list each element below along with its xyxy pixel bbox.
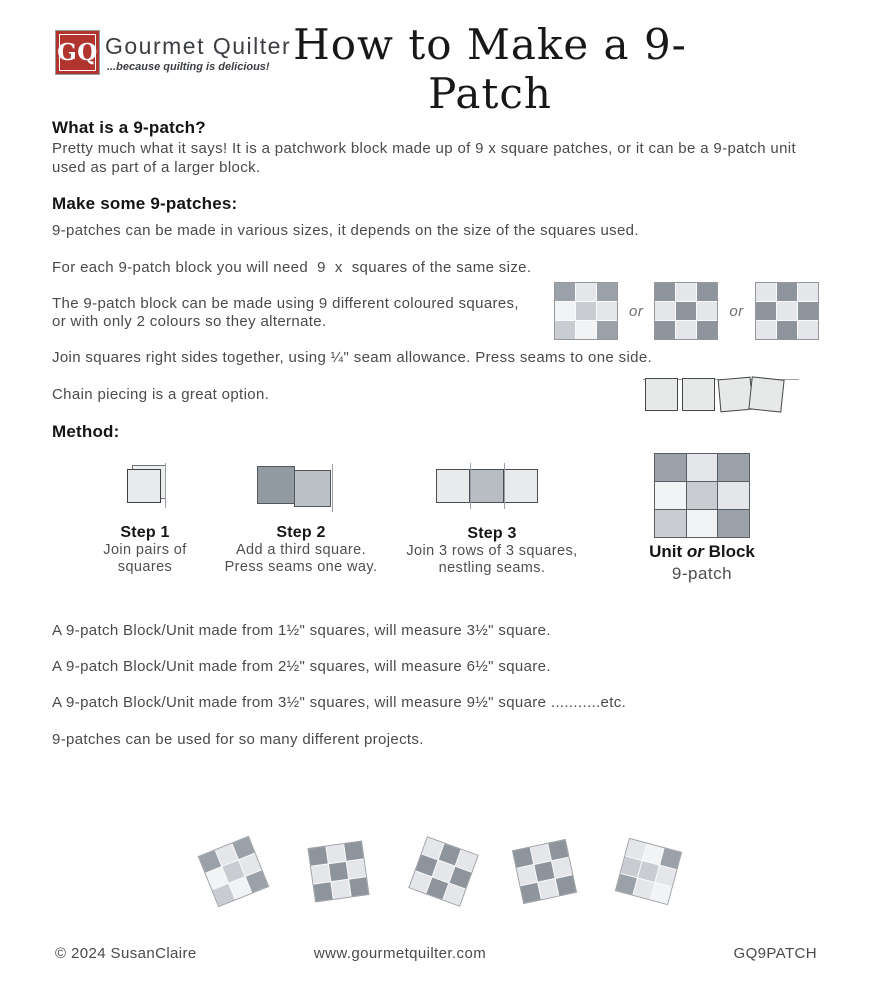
brand-logo	[55, 30, 100, 75]
patch-cell	[756, 283, 776, 301]
chain-square	[682, 378, 715, 411]
heading-method: Method:	[52, 422, 120, 441]
step2-line1: Add a third square.	[235, 542, 367, 558]
patch-cell	[777, 283, 797, 301]
step1-front-square	[127, 469, 161, 503]
example-blocks-row	[554, 282, 819, 340]
step3-label	[383, 525, 601, 577]
footer-website: www.gourmetquilter.com	[313, 945, 487, 962]
patch-cell	[651, 883, 672, 904]
decorative-nine-patch	[307, 840, 369, 902]
paragraph-join: Join squares right sides together, using ¼" seam allowance. Press seams to one side.	[52, 349, 653, 366]
patch-cell	[687, 482, 718, 509]
seam-line	[504, 463, 505, 509]
patch-cell	[597, 302, 617, 320]
patch-cell	[798, 283, 818, 301]
patch-cell	[344, 842, 363, 861]
patch-cell	[718, 482, 749, 509]
patch-cell	[718, 510, 749, 537]
patch-cell	[798, 302, 818, 320]
patch-cell	[347, 859, 366, 878]
paragraph-need: For each 9-patch block you will need 9 x squares of the same size.	[52, 259, 532, 276]
nine-patch-example-dark-corners	[654, 282, 718, 340]
or-label: or	[729, 302, 744, 320]
patch-cell	[309, 847, 328, 866]
patch-cell	[756, 302, 776, 320]
unit-block-illustration	[654, 453, 750, 538]
patch-cell	[676, 321, 696, 339]
paragraph-chain: Chain piecing is a great option.	[52, 386, 270, 403]
patch-cell	[777, 302, 797, 320]
patch-cell	[576, 302, 596, 320]
patch-cell	[676, 302, 696, 320]
step1-line2: squares	[117, 559, 173, 575]
patch-cell	[655, 321, 675, 339]
patch-cell	[655, 454, 686, 481]
unit-block-title	[628, 542, 776, 562]
nine-patch-example-varied	[554, 282, 618, 340]
brand-tagline: ...because quilting is delicious!	[107, 61, 270, 73]
step3-line2: nestling seams.	[438, 560, 546, 576]
patch-cell	[597, 321, 617, 339]
decorative-nine-patch	[408, 836, 478, 906]
step2-dark-square	[257, 466, 295, 504]
patch-cell	[555, 283, 575, 301]
note-projects: 9-patches can be used for so many different projects.	[52, 731, 424, 748]
step1-title: Step 1	[120, 524, 170, 541]
patch-cell	[697, 302, 717, 320]
step1-line1: Join pairs of	[103, 542, 187, 558]
patch-cell	[597, 283, 617, 301]
seam-line	[332, 464, 333, 512]
step2-line2: Press seams one way.	[224, 559, 378, 575]
patch-cell	[655, 482, 686, 509]
step3-square	[470, 469, 504, 503]
patch-cell	[576, 321, 596, 339]
logo-initials: GQ	[57, 39, 98, 66]
step2-mid-square	[294, 470, 331, 507]
step3-line1: Join 3 rows of 3 squares,	[406, 543, 578, 559]
unit-block-label	[628, 542, 776, 584]
note-measure-1: A 9-patch Block/Unit made from 1½" squares, will measure 3½" square.	[52, 622, 551, 639]
patch-cell	[798, 321, 818, 339]
step3-illustration	[436, 463, 540, 509]
paragraph-colours-line2: or with only 2 colours so they alternate.	[52, 313, 327, 330]
note-measure-3: A 9-patch Block/Unit made from 3½" squares, will measure 9½" square ...........etc.	[52, 694, 627, 711]
unit-block-sublabel: 9-patch	[671, 564, 733, 583]
patch-cell	[556, 875, 576, 895]
patch-cell	[687, 510, 718, 537]
patch-cell	[555, 302, 575, 320]
footer-code: GQ9PATCH	[733, 945, 817, 962]
step2-title: Step 2	[276, 524, 326, 541]
patch-cell	[331, 880, 350, 899]
chain-square	[748, 376, 784, 412]
heading-what-is: What is a 9-patch?	[52, 118, 206, 137]
patch-cell	[576, 283, 596, 301]
paragraph-what-is: Pretty much what it says! It is a patchwork block made up of 9 x square patches, or it can be a 9-patch unit used as part of a larger block.	[52, 140, 796, 176]
step2-label	[205, 524, 397, 576]
step3-square	[436, 469, 470, 503]
decorative-blocks-row	[0, 838, 879, 908]
patch-cell	[521, 883, 541, 903]
patch-cell	[756, 321, 776, 339]
seam-line	[165, 463, 166, 508]
unit-label-pre: Unit	[649, 542, 687, 561]
brand-name: Gourmet Quilter	[105, 33, 292, 59]
patch-cell	[655, 510, 686, 537]
or-label: or	[629, 302, 644, 320]
decorative-nine-patch	[198, 836, 270, 908]
patch-cell	[555, 321, 575, 339]
step2-illustration	[257, 466, 337, 516]
chain-piecing-illustration	[643, 370, 799, 416]
seam-line	[470, 463, 471, 509]
patch-cell	[329, 862, 348, 881]
patch-cell	[718, 454, 749, 481]
patch-cell	[697, 321, 717, 339]
step1-label	[83, 524, 207, 576]
patch-cell	[538, 879, 558, 899]
paragraph-sizes: 9-patches can be made in various sizes, it depends on the size of the squares used.	[52, 222, 639, 239]
patch-cell	[655, 302, 675, 320]
chain-square	[645, 378, 678, 411]
patch-cell	[349, 877, 368, 896]
patch-cell	[326, 844, 345, 863]
patch-cell	[314, 882, 333, 901]
patch-cell	[676, 283, 696, 301]
step1-illustration	[123, 465, 171, 513]
step3-square	[504, 469, 538, 503]
footer-copyright: © 2024 SusanClaire	[55, 945, 197, 962]
nine-patch-example-light-corners	[755, 282, 819, 340]
unit-label-post: Block	[703, 542, 755, 561]
paragraph-colours-line1: The 9-patch block can be made using 9 different coloured squares,	[52, 295, 519, 312]
heading-make-some: Make some 9-patches:	[52, 194, 238, 213]
decorative-nine-patch	[615, 838, 682, 905]
unit-label-or: or	[686, 542, 704, 561]
patch-cell	[777, 321, 797, 339]
note-measure-2: A 9-patch Block/Unit made from 2½" squares, will measure 6½" square.	[52, 658, 551, 675]
patch-cell	[697, 283, 717, 301]
patch-cell	[311, 864, 330, 883]
step3-title: Step 3	[467, 525, 517, 542]
patch-cell	[655, 283, 675, 301]
page-title: How to Make a 9-Patch	[293, 20, 687, 118]
decorative-nine-patch	[512, 839, 577, 904]
patch-cell	[687, 454, 718, 481]
